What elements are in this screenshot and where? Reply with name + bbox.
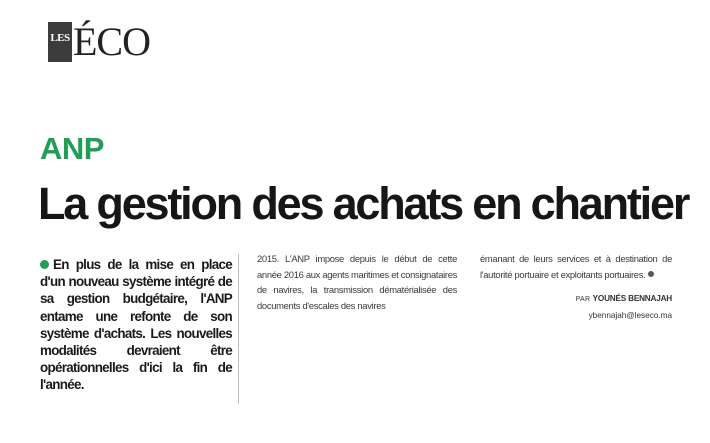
- masthead-logo-box: LES: [48, 22, 72, 62]
- byline-author: YOUNÉS BENNAJAH: [592, 294, 672, 303]
- article-body-column-2: 2015. L'ANP impose depuis le début de cette année 2016 aux agents maritimes et consignataires de navires, la transmission dématérialisée des documents d'escales des navires: [257, 253, 458, 311]
- byline-prefix: PAR: [575, 296, 591, 303]
- article-body-column-3: [480, 251, 672, 282]
- bullet-dot-icon: [40, 260, 49, 269]
- column-divider: [238, 254, 239, 404]
- masthead-logo: [48, 19, 150, 64]
- article-headline: La gestion des achats en chantier: [38, 178, 689, 229]
- article-lead-text: En plus de la mise en place d'un nouveau système intégré de sa gestion budgétaire, l'ANP entame une refonte de son système d'achats. Les nouvelles modalités devraient être opérationnelles d'ici la fin de l'année.: [40, 257, 232, 393]
- article-kicker: ANP: [40, 131, 104, 166]
- byline-author-line: [540, 291, 672, 308]
- byline-email[interactable]: ybennajah@leseco.ma: [588, 311, 672, 320]
- masthead-logo-text: ÉCO: [73, 19, 150, 64]
- end-mark-icon: [648, 271, 654, 277]
- article-byline: [540, 291, 672, 324]
- article-body-column-3-text: émanant de leurs services et à destination de l'autorité portuaire et exploitants portuaires.: [480, 253, 672, 280]
- article-lead: [40, 256, 232, 394]
